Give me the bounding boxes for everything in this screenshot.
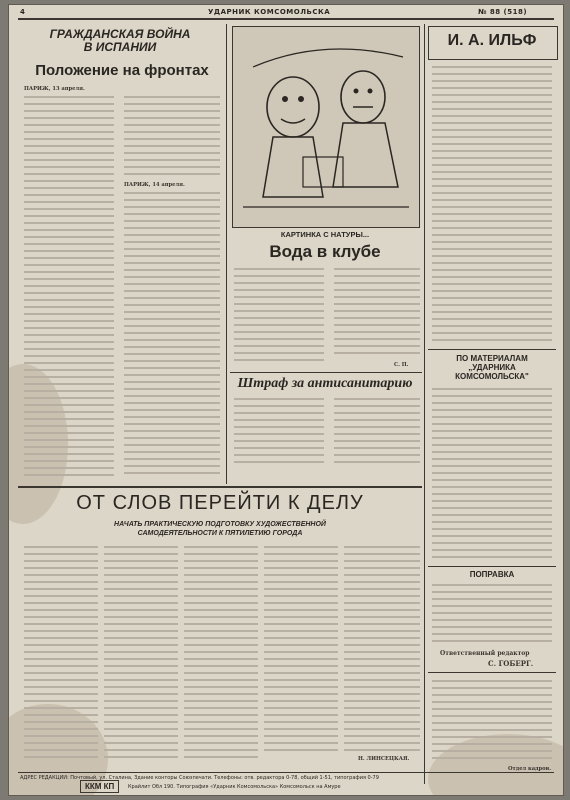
section-title <box>20 28 220 54</box>
issue-number: № 88 (518) <box>478 8 528 16</box>
water-signature: С. П. <box>394 362 409 368</box>
page-number: 4 <box>20 8 26 16</box>
materials-line2: „УДАРНИКА <box>468 363 516 372</box>
water-headline: Вода в клубе <box>269 242 381 261</box>
newspaper-name: УДАРНИК КОМСОМОЛЬСКА <box>208 8 331 16</box>
column-divider-right <box>424 24 425 784</box>
cartoon-illustration <box>232 26 420 228</box>
archive-stamp: ККМ КП <box>80 780 119 793</box>
materials-line3: КОМСОМОЛЬСКА" <box>455 372 529 381</box>
dateline-paris-13: ПАРИЖ, 13 апреля. <box>24 86 85 92</box>
header-rule <box>18 18 554 20</box>
newspaper-page <box>8 4 564 796</box>
column-divider <box>226 24 227 484</box>
materials-bottom-rule <box>428 566 556 567</box>
materials-line1: ПО МАТЕРИАЛАМ <box>456 354 528 363</box>
bottom-headline: ОТ СЛОВ ПЕРЕЙТИ К ДЕЛУ <box>76 492 364 514</box>
ilf-headline: И. А. ИЛЬФ <box>447 32 537 49</box>
bottom-article-top-rule <box>18 486 422 488</box>
section-title-line1: ГРАЖДАНСКАЯ ВОЙНА <box>49 27 191 41</box>
bottom-subheadline <box>20 520 420 538</box>
subheadline-line1: НАЧАТЬ ПРАКТИЧЕСКУЮ ПОДГОТОВКУ ХУДОЖЕСТВЕННОЙ <box>114 521 326 528</box>
subheadline-line2: САМОДЕЯТЕЛЬНОСТИ К ПЯТИЛЕТИЮ ГОРОДА <box>137 530 303 537</box>
cartoon-drawing <box>233 27 419 227</box>
footer-address: АДРЕС РЕДАКЦИИ: Почтовый, ул. Сталина, Здание конторы Союзпечати. Телефоны: отв. редактора 0-78, общий 1-51, типография 0-79 <box>20 775 379 781</box>
materials-headline <box>428 354 556 381</box>
footer-rule <box>18 772 554 773</box>
editor-label: Ответственный редактор <box>440 650 530 657</box>
bottom-signature: Н. ЛИНСЕЦКАЯ. <box>358 756 410 762</box>
footer-printing: Крайлит Обл 190. Типография «Ударник Комсомольска» Комсомольск на Амуре <box>128 784 341 790</box>
editor-bottom-rule <box>428 672 556 673</box>
cartoon-caption: КАРТИНКА С НАТУРЫ... <box>280 230 370 239</box>
editor-name: С. ГОБЕРГ. <box>488 659 534 668</box>
correction-headline: ПОПРАВКА <box>469 570 515 579</box>
staff-note: Отдел кадров. <box>508 766 552 772</box>
fine-headline: Штраф за антисанитарию <box>237 376 413 391</box>
water-bottom-rule <box>230 372 422 373</box>
front-headline: Положение на фронтах <box>35 62 209 79</box>
section-title-line2: В ИСПАНИИ <box>83 40 157 54</box>
dateline-paris-14: ПАРИЖ, 14 апреля. <box>124 182 185 188</box>
ilf-bottom-rule <box>428 349 556 350</box>
